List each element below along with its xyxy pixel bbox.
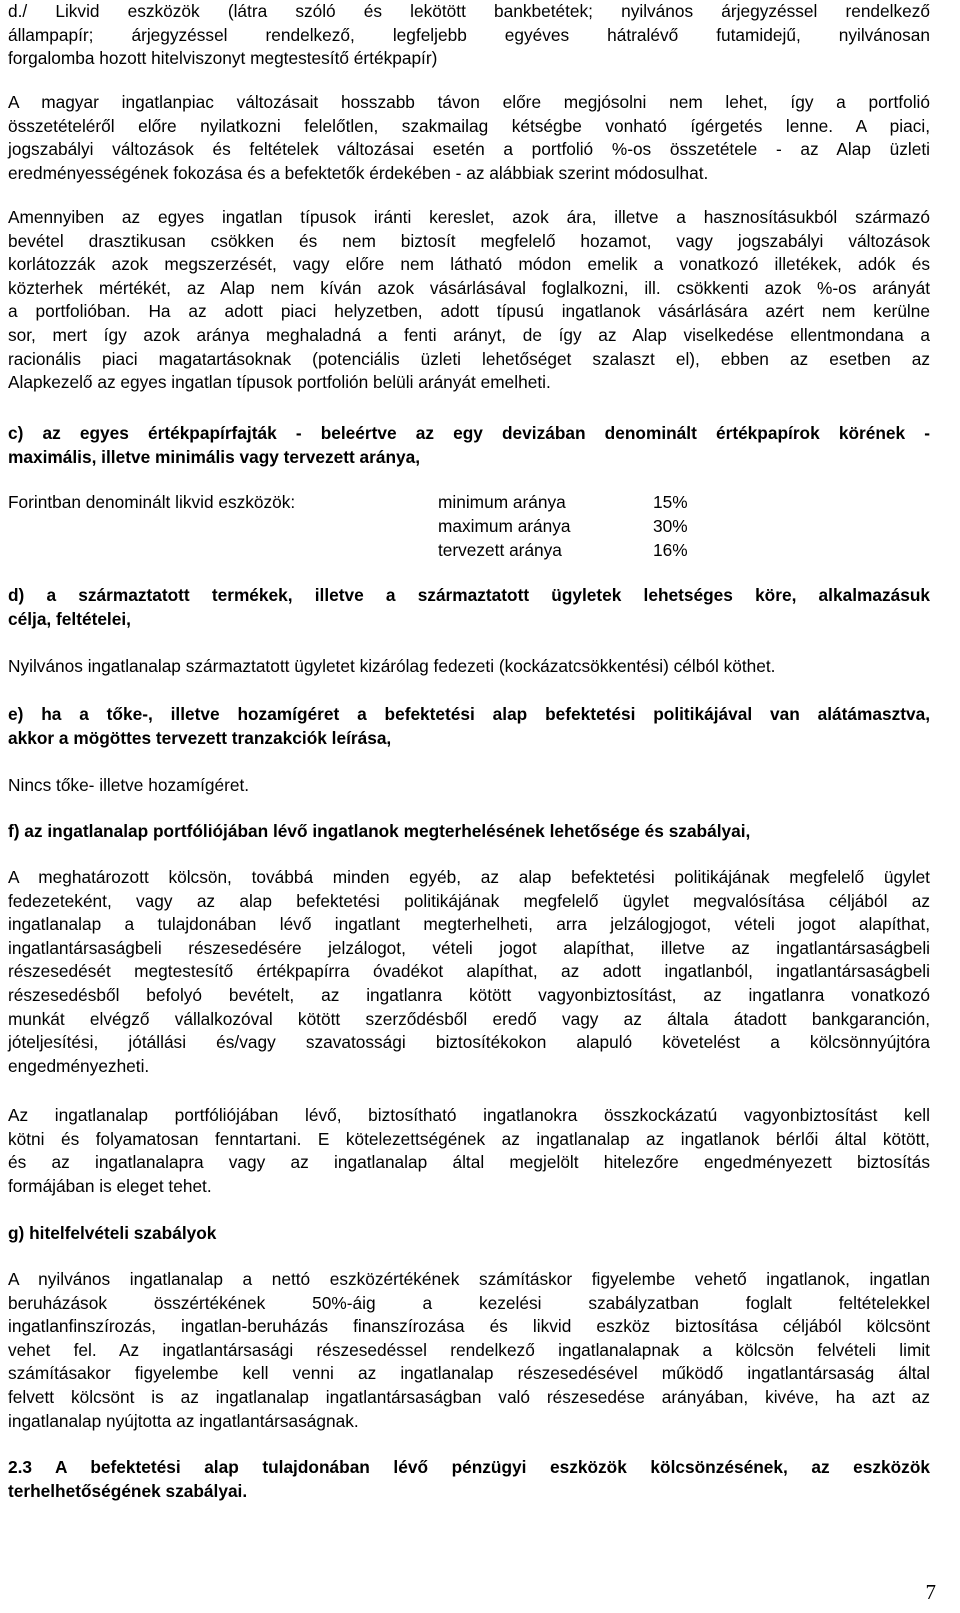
text-line: jogszabályi változások és feltételek változásai esetén a portfolió %-os összetétele - az Alap üzleti	[8, 139, 930, 160]
text-line: c) az egyes értékpapírfajták - beleértve az egy devizában denominált értékpapírok körének -	[8, 423, 930, 443]
text-line: maximális, illetve minimális vagy tervezett aránya,	[8, 446, 421, 467]
text-line: ingatlanalap nyújtotta az ingatlantársaságnak.	[8, 1410, 359, 1431]
text-line: Alapkezelő az egyes ingatlan típusok portfolión belüli arányát emelheti.	[8, 372, 551, 393]
text-line: és az ingatlanalapra vagy az ingatlanalap által megjelölt hitelezőre engedményezett biztosítás	[8, 1152, 930, 1173]
text-line: terhelhetőségének szabályai.	[8, 1480, 248, 1501]
text-line: összetételéről előre nyilatkozni felelőtlen, szakmailag kétségbe vonható ígérgetés lenne. A piaci,	[8, 115, 930, 136]
text-line: A nyilvános ingatlanalap a nettó eszközértékének számításkor figyelembe vehető ingatlanok, ingatlan	[8, 1269, 930, 1289]
text-line: fedezeteként, vagy az alap befektetési politikájának megfelelő ügylet megvalósítása céljából az	[8, 890, 930, 911]
forint-row-max-name: maximum aránya	[438, 516, 571, 536]
text-line: közterhek mértékét, az Alap nem kíván azok vásárlásával foglalkozni, ill. csökkenti azok %-os arányát	[8, 277, 930, 298]
forint-row-min-name: minimum aránya	[438, 492, 566, 512]
text-line: ingatlanalap a tulajdonában lévő ingatlant megterhelheti, arra jelzálogjogot, vételi jogot alapíthat,	[8, 914, 930, 935]
forint-row-min-value: 15%	[653, 492, 688, 512]
paragraph-market-forecast	[8, 91, 930, 185]
text-line: vehet fel. Az ingatlantársasági részesedéssel rendelkező ingatlanalapnak a kölcsön felvételi limit	[8, 1339, 930, 1360]
heading-2-3	[8, 1456, 930, 1503]
paragraph-borrowing	[8, 1268, 930, 1433]
forint-label: Forintban denominált likvid eszközök:	[8, 492, 296, 512]
text-line: forgalomba hozott hitelviszonyt megtestesítő értékpapír)	[8, 48, 438, 69]
text-line: részesedésből befolyó bevételt, az ingatlanra kötött vagyonbiztosítást, az ingatlanra vonatkozó	[8, 984, 930, 1005]
text-line: korlátozzák azok megszerzését, vagy előre nem látható módon emelik a vonatkozó illetékek, adók és	[8, 254, 930, 275]
paragraph-property-types	[8, 206, 930, 395]
text-line: számításakor figyelembe kell venni az ingatlanalap részesedésével működő ingatlantársaság által	[8, 1363, 930, 1384]
forint-row-planned-name: tervezett aránya	[438, 540, 562, 560]
forint-row-planned-value: 16%	[653, 540, 688, 560]
paragraph-encumbrance	[8, 866, 930, 1078]
paragraph-no-guarantee	[8, 774, 930, 798]
heading-g	[8, 1222, 930, 1246]
text-line: a portfolióban. Ha az adott piaci helyzetben, adott típusú ingatlanok vásárlására azért nem kerülne	[8, 301, 930, 322]
text-line: ingatlanfinszírozás, ingatlan-beruházás finanszírozása és likvid eszköz biztosítása céljából kölcsönt	[8, 1316, 930, 1337]
text-line: 2.3 A befektetési alap tulajdonában lévő pénzügyi eszközök kölcsönzésének, az eszközök	[8, 1457, 930, 1477]
text-line: eredményességének fokozása és a befektetők érdekében - az alábbiak szerint módosulhat.	[8, 162, 709, 183]
text-line: Nyilvános ingatlanalap származtatott ügyletet kizárólag fedezeti (kockázatcsökkentési) célból köthet.	[8, 656, 776, 676]
paragraph-liquid-assets	[8, 0, 930, 71]
text-line: célja, feltételei,	[8, 608, 131, 629]
text-line: sor, mert így azok aránya meghaladná a fenti arányt, de így az Alap viselkedése ellentmondana a	[8, 324, 930, 345]
text-line: részesedését megtestesítő értékpapírra óvadékot alapíthat, az adott ingatlanból, ingatlantársaságbeli	[8, 961, 930, 982]
text-line: Amennyiben az egyes ingatlan típusok iránti kereslet, azok ára, illetve a hasznosításukból származó	[8, 207, 930, 227]
heading-c	[8, 422, 930, 469]
text-line: A magyar ingatlanpiac változásait hosszabb távon előre megjósolni nem lehet, így a portfolió	[8, 92, 930, 112]
text-line: d./ Likvid eszközök (látra szóló és lekötött bankbetétek; nyilvános árjegyzéssel rendelkező	[8, 1, 930, 21]
text-line: racionális piaci magatartásoknak (potenciális üzleti lehetőséget szalaszt el), ebben az esetben az	[8, 348, 930, 369]
text-line: Az ingatlanalap portfóliójában lévő, biztosítható ingatlanokra összkockázatú vagyonbiztosítást kell	[8, 1105, 930, 1125]
paragraph-derivatives	[8, 655, 930, 679]
text-line: felvett kölcsönt is az ingatlanalap ingatlantársaságban való részesedése arányában, kivéve, ha azt az	[8, 1386, 930, 1407]
text-line: A meghatározott kölcsön, továbbá minden egyéb, az alap befektetési politikájának megfelelő ügylet	[8, 867, 930, 887]
text-line: állampapír; árjegyzéssel rendelkező, legfeljebb egyéves hátralévő futamidejű, nyilvánosan	[8, 24, 930, 45]
text-line: beruházások összértékének 50%-áig a kezelési szabályzatban foglalt feltételekkel	[8, 1292, 930, 1313]
forint-row-max-value: 30%	[653, 516, 688, 536]
heading-f	[8, 820, 930, 844]
text-line: kötni és folyamatosan fenntartani. E kötelezettségének az ingatlanalap az ingatlanok bérlői által kötött,	[8, 1128, 930, 1149]
text-line: g) hitelfelvételi szabályok	[8, 1223, 217, 1243]
page-number: 7	[925, 1580, 936, 1604]
heading-e	[8, 703, 930, 750]
text-line: e) ha a tőke-, illetve hozamígéret a befektetési alap befektetési politikájával van alátámasztva,	[8, 704, 930, 724]
text-line: Nincs tőke- illetve hozamígéret.	[8, 775, 250, 795]
text-line: jóteljesítési, jótállási és/vagy szavatossági biztosítékokon alapuló követelést a kölcsönnyújtóra	[8, 1032, 930, 1053]
text-line: f) az ingatlanalap portfóliójában lévő ingatlanok megterhelésének lehetősége és szabályai,	[8, 821, 751, 841]
text-line: bevétel drasztikusan csökken és nem biztosít megfelelő hozamot, vagy jogszabályi változások	[8, 230, 930, 251]
text-line: engedményezheti.	[8, 1055, 150, 1076]
text-line: ingatlantársaságbeli részesedésére jelzálogot, vételi jogot alapíthat, illetve az ingatlantársaságbeli	[8, 937, 930, 958]
text-line: akkor a mögöttes tervezett tranzakciók leírása,	[8, 727, 392, 748]
text-line: munkát elvégző vállalkozóval kötött szerződésből eredő vagy az általa átadott bankgaranción,	[8, 1008, 930, 1029]
text-line: d) a származtatott termékek, illetve a származtatott ügyletek lehetséges köre, alkalmazásuk	[8, 585, 930, 605]
heading-d	[8, 584, 930, 631]
text-line: formájában is eleget tehet.	[8, 1175, 212, 1196]
paragraph-insurance	[8, 1104, 930, 1198]
